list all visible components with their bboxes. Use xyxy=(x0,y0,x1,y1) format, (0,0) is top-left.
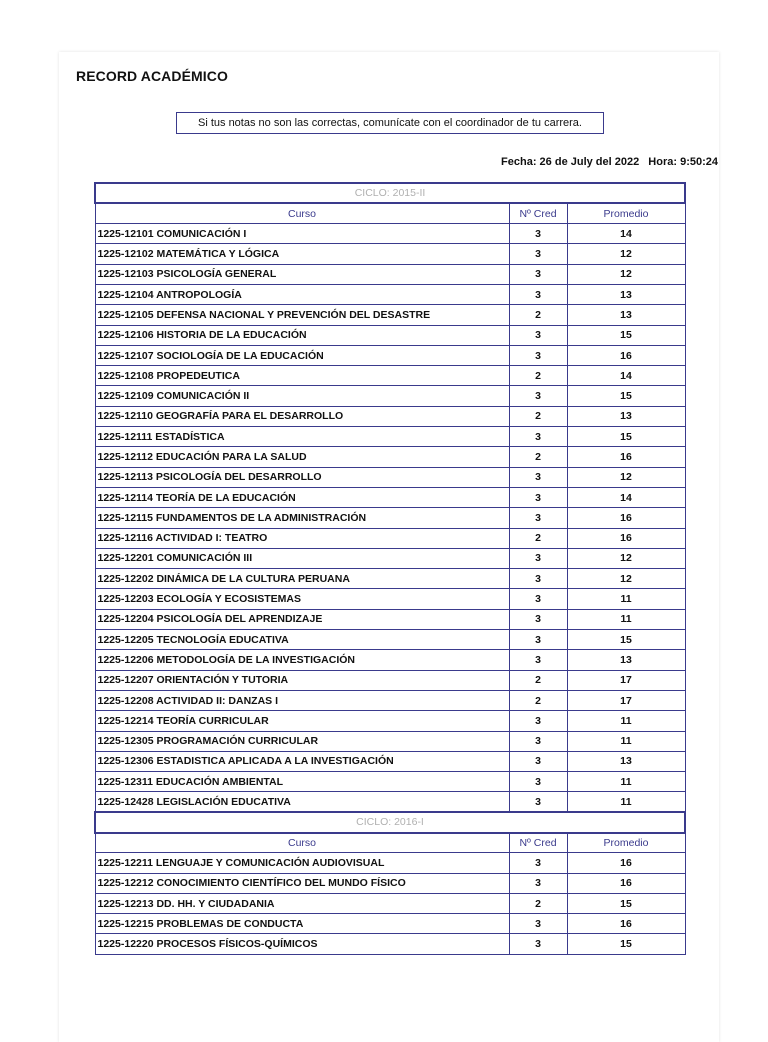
grade-cell: 12 xyxy=(567,264,685,284)
table-row xyxy=(95,690,685,710)
credits-cell: 3 xyxy=(509,487,567,507)
grade-cell: 15 xyxy=(567,427,685,447)
grade-cell: 12 xyxy=(567,244,685,264)
table-row xyxy=(95,467,685,487)
credits-cell: 3 xyxy=(509,609,567,629)
credits-cell: 3 xyxy=(509,934,567,954)
table-row xyxy=(95,224,685,244)
table-row xyxy=(95,630,685,650)
page-title: RECORD ACADÉMICO xyxy=(76,68,228,84)
credits-cell: 3 xyxy=(509,386,567,406)
grade-cell: 12 xyxy=(567,548,685,568)
credits-cell: 3 xyxy=(509,325,567,345)
course-cell: 1225-12107 SOCIOLOGÍA DE LA EDUCACIÓN xyxy=(95,345,509,365)
table-row xyxy=(95,609,685,629)
credits-cell: 3 xyxy=(509,630,567,650)
column-header-row xyxy=(95,203,685,223)
course-cell: 1225-12104 ANTROPOLOGÍA xyxy=(95,284,509,304)
credits-cell: 2 xyxy=(509,305,567,325)
course-cell: 1225-12111 ESTADÍSTICA xyxy=(95,427,509,447)
course-cell: 1225-12203 ECOLOGÍA Y ECOSISTEMAS xyxy=(95,589,509,609)
table-row xyxy=(95,569,685,589)
course-cell: 1225-12214 TEORÍA CURRICULAR xyxy=(95,711,509,731)
course-cell: 1225-12211 LENGUAJE Y COMUNICACIÓN AUDIOVISUAL xyxy=(95,853,509,873)
table-row xyxy=(95,386,685,406)
table-row xyxy=(95,447,685,467)
table-row xyxy=(95,751,685,771)
grade-cell: 15 xyxy=(567,386,685,406)
course-cell: 1225-12202 DINÁMICA DE LA CULTURA PERUANA xyxy=(95,569,509,589)
credits-cell: 2 xyxy=(509,366,567,386)
column-header-row xyxy=(95,833,685,853)
table-row xyxy=(95,508,685,528)
course-cell: 1225-12114 TEORÍA DE LA EDUCACIÓN xyxy=(95,487,509,507)
table-row xyxy=(95,548,685,568)
course-cell: 1225-12115 FUNDAMENTOS DE LA ADMINISTRACIÓN xyxy=(95,508,509,528)
course-cell: 1225-12105 DEFENSA NACIONAL Y PREVENCIÓN DEL DESASTRE xyxy=(95,305,509,325)
course-cell: 1225-12206 METODOLOGÍA DE LA INVESTIGACIÓN xyxy=(95,650,509,670)
grade-cell: 15 xyxy=(567,934,685,954)
course-cell: 1225-12207 ORIENTACIÓN Y TUTORIA xyxy=(95,670,509,690)
grade-cell: 14 xyxy=(567,366,685,386)
grade-cell: 16 xyxy=(567,914,685,934)
credits-cell: 3 xyxy=(509,853,567,873)
time-label: Hora: 9:50:24 xyxy=(648,156,718,168)
grade-cell: 14 xyxy=(567,487,685,507)
grade-cell: 13 xyxy=(567,751,685,771)
grade-cell: 17 xyxy=(567,690,685,710)
col-header-cred: Nº Cred xyxy=(509,833,567,853)
credits-cell: 3 xyxy=(509,650,567,670)
grade-cell: 16 xyxy=(567,853,685,873)
table-row xyxy=(95,325,685,345)
credits-cell: 3 xyxy=(509,244,567,264)
date-label: Fecha: 26 de July del 2022 xyxy=(501,156,640,168)
table-row xyxy=(95,731,685,751)
credits-cell: 3 xyxy=(509,467,567,487)
table-row xyxy=(95,914,685,934)
table-row xyxy=(95,772,685,792)
grade-cell: 15 xyxy=(567,325,685,345)
table-row xyxy=(95,264,685,284)
grade-cell: 11 xyxy=(567,609,685,629)
course-cell: 1225-12213 DD. HH. Y CIUDADANIA xyxy=(95,893,509,913)
credits-cell: 2 xyxy=(509,406,567,426)
grade-cell: 16 xyxy=(567,508,685,528)
credits-cell: 3 xyxy=(509,772,567,792)
course-cell: 1225-12205 TECNOLOGÍA EDUCATIVA xyxy=(95,630,509,650)
credits-cell: 3 xyxy=(509,224,567,244)
grade-cell: 13 xyxy=(567,406,685,426)
credits-cell: 3 xyxy=(509,508,567,528)
credits-cell: 2 xyxy=(509,528,567,548)
course-cell: 1225-12102 MATEMÁTICA Y LÓGICA xyxy=(95,244,509,264)
grade-cell: 16 xyxy=(567,873,685,893)
table-row xyxy=(95,792,685,812)
cycle-label: CICLO: 2015-II xyxy=(95,183,685,203)
grade-cell: 13 xyxy=(567,305,685,325)
table-row xyxy=(95,873,685,893)
table-row xyxy=(95,406,685,426)
credits-cell: 3 xyxy=(509,751,567,771)
grade-cell: 15 xyxy=(567,630,685,650)
course-cell: 1225-12215 PROBLEMAS DE CONDUCTA xyxy=(95,914,509,934)
credits-cell: 3 xyxy=(509,792,567,812)
grade-cell: 11 xyxy=(567,772,685,792)
credits-cell: 2 xyxy=(509,690,567,710)
table-row xyxy=(95,487,685,507)
course-cell: 1225-12110 GEOGRAFÍA PARA EL DESARROLLO xyxy=(95,406,509,426)
grade-cell: 11 xyxy=(567,711,685,731)
course-cell: 1225-12116 ACTIVIDAD I: TEATRO xyxy=(95,528,509,548)
cycle-header-row xyxy=(95,812,685,832)
credits-cell: 3 xyxy=(509,711,567,731)
table-row xyxy=(95,589,685,609)
course-cell: 1225-12101 COMUNICACIÓN I xyxy=(95,224,509,244)
col-header-cred: Nº Cred xyxy=(509,203,567,223)
col-header-promedio: Promedio xyxy=(567,833,685,853)
credits-cell: 2 xyxy=(509,670,567,690)
grade-cell: 13 xyxy=(567,650,685,670)
grade-cell: 17 xyxy=(567,670,685,690)
credits-cell: 3 xyxy=(509,589,567,609)
credits-cell: 3 xyxy=(509,548,567,568)
course-cell: 1225-12220 PROCESOS FÍSICOS-QUÍMICOS xyxy=(95,934,509,954)
course-cell: 1225-12305 PROGRAMACIÓN CURRICULAR xyxy=(95,731,509,751)
course-cell: 1225-12212 CONOCIMIENTO CIENTÍFICO DEL MUNDO FÍSICO xyxy=(95,873,509,893)
credits-cell: 3 xyxy=(509,569,567,589)
table-row xyxy=(95,853,685,873)
col-header-curso: Curso xyxy=(95,833,509,853)
credits-cell: 3 xyxy=(509,427,567,447)
notice-box: Si tus notas no son las correctas, comunícate con el coordinador de tu carrera. xyxy=(176,112,604,134)
table-row xyxy=(95,670,685,690)
grade-cell: 15 xyxy=(567,893,685,913)
course-cell: 1225-12108 PROPEDEUTICA xyxy=(95,366,509,386)
col-header-promedio: Promedio xyxy=(567,203,685,223)
course-cell: 1225-12428 LEGISLACIÓN EDUCATIVA xyxy=(95,792,509,812)
col-header-curso: Curso xyxy=(95,203,509,223)
credits-cell: 3 xyxy=(509,873,567,893)
course-cell: 1225-12113 PSICOLOGÍA DEL DESARROLLO xyxy=(95,467,509,487)
course-cell: 1225-12311 EDUCACIÓN AMBIENTAL xyxy=(95,772,509,792)
table-row xyxy=(95,244,685,264)
grades-table-wrapper xyxy=(94,182,684,955)
grade-cell: 11 xyxy=(567,792,685,812)
grade-cell: 12 xyxy=(567,569,685,589)
credits-cell: 3 xyxy=(509,264,567,284)
credits-cell: 2 xyxy=(509,447,567,467)
grades-table xyxy=(94,182,686,955)
course-cell: 1225-12208 ACTIVIDAD II: DANZAS I xyxy=(95,690,509,710)
credits-cell: 2 xyxy=(509,893,567,913)
table-row xyxy=(95,934,685,954)
cycle-label: CICLO: 2016-I xyxy=(95,812,685,832)
table-row xyxy=(95,305,685,325)
grade-cell: 13 xyxy=(567,284,685,304)
course-cell: 1225-12103 PSICOLOGÍA GENERAL xyxy=(95,264,509,284)
table-row xyxy=(95,427,685,447)
table-row xyxy=(95,345,685,365)
course-cell: 1225-12112 EDUCACIÓN PARA LA SALUD xyxy=(95,447,509,467)
grade-cell: 16 xyxy=(567,447,685,467)
grade-cell: 11 xyxy=(567,731,685,751)
table-row xyxy=(95,366,685,386)
course-cell: 1225-12306 ESTADISTICA APLICADA A LA INVESTIGACIÓN xyxy=(95,751,509,771)
date-time-line xyxy=(440,156,718,168)
grade-cell: 16 xyxy=(567,345,685,365)
table-row xyxy=(95,284,685,304)
table-row xyxy=(95,650,685,670)
grade-cell: 11 xyxy=(567,589,685,609)
grade-cell: 16 xyxy=(567,528,685,548)
table-row xyxy=(95,528,685,548)
credits-cell: 3 xyxy=(509,284,567,304)
course-cell: 1225-12204 PSICOLOGÍA DEL APRENDIZAJE xyxy=(95,609,509,629)
course-cell: 1225-12109 COMUNICACIÓN II xyxy=(95,386,509,406)
course-cell: 1225-12106 HISTORIA DE LA EDUCACIÓN xyxy=(95,325,509,345)
cycle-header-row xyxy=(95,183,685,203)
table-row xyxy=(95,711,685,731)
credits-cell: 3 xyxy=(509,914,567,934)
grade-cell: 12 xyxy=(567,467,685,487)
table-row xyxy=(95,893,685,913)
grade-cell: 14 xyxy=(567,224,685,244)
course-cell: 1225-12201 COMUNICACIÓN III xyxy=(95,548,509,568)
credits-cell: 3 xyxy=(509,345,567,365)
credits-cell: 3 xyxy=(509,731,567,751)
